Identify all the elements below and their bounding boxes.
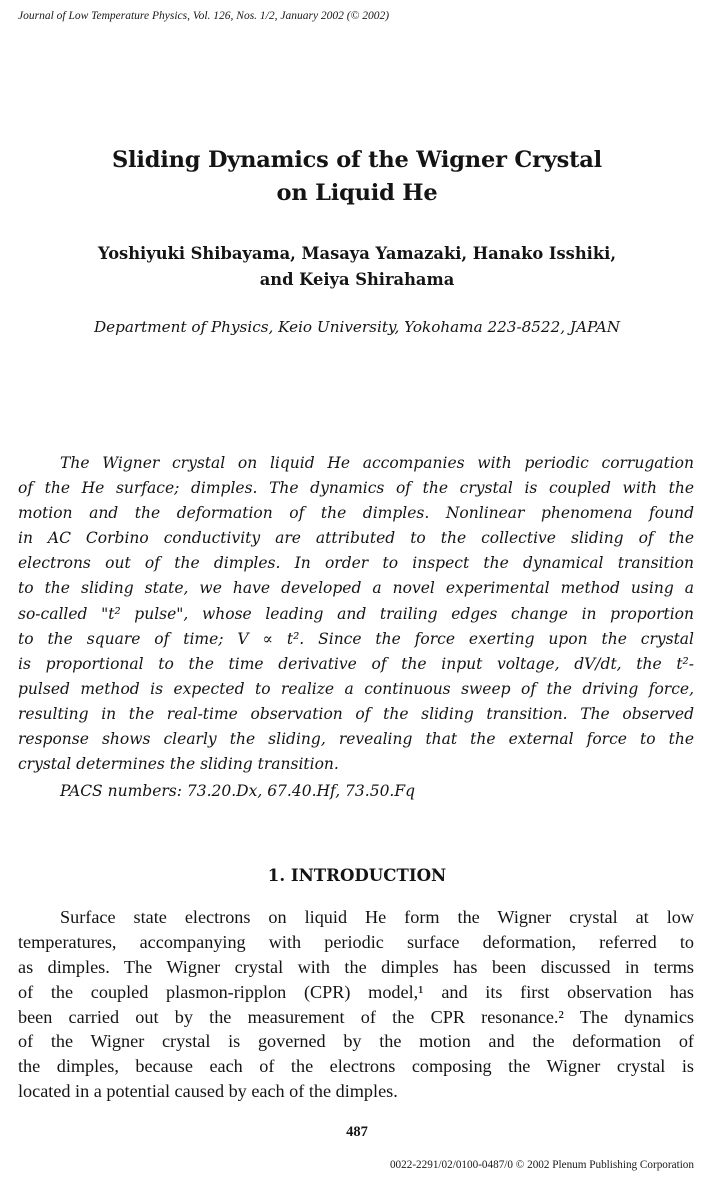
abstract-line: in AC Corbino conductivity are attributed to the collective sliding of the (18, 529, 694, 548)
abstract-line: The Wigner crystal on liquid He accompanies with periodic corrugation (60, 454, 694, 472)
pacs-numbers: PACS numbers: 73.20.Dx, 67.40.Hf, 73.50.Fq (60, 782, 416, 800)
page-number: 487 (346, 1124, 368, 1140)
abstract-line: of the He surface; dimples. The dynamics of the crystal is coupled with the (18, 479, 694, 498)
authors-line-2: and Keiya Shirahama (259, 270, 455, 289)
abstract-line: to the square of time; V ∝ t². Since the force exerting upon the crystal (18, 629, 694, 648)
paper-title (0, 144, 714, 210)
author-list (0, 241, 714, 293)
title-line-2: on Liquid He (276, 180, 438, 206)
authors-line-1: Yoshiyuki Shibayama, Masaya Yamazaki, Hanako Isshiki, (97, 244, 616, 263)
abstract-line: so-called "t² pulse", whose leading and trailing edges change in proportion (18, 604, 694, 623)
abstract-line: electrons out of the dimples. In order to inspect the dynamical transition (18, 554, 694, 573)
body-line: Surface state electrons on liquid He form the Wigner crystal at low (60, 907, 694, 927)
abstract-line: to the sliding state, we have developed a novel experimental method using a (18, 579, 694, 598)
affiliation: Department of Physics, Keio University, Yokohama 223-8522, JAPAN (93, 318, 621, 336)
body-line: as dimples. The Wigner crystal with the dimples has been discussed in terms (18, 956, 694, 977)
abstract-line: is proportional to the time derivative of the input voltage, dV/dt, the t²- (18, 654, 694, 673)
body-line: the dimples, because each of the electrons composing the Wigner crystal is (18, 1056, 694, 1077)
title-line-1: Sliding Dynamics of the Wigner Crystal (112, 147, 602, 173)
body-line: of the coupled plasmon-ripplon (CPR) model,¹ and its first observation has (18, 981, 694, 1002)
abstract (18, 451, 694, 777)
abstract-line: motion and the deformation of the dimples. Nonlinear phenomena found (18, 504, 694, 523)
abstract-line: response shows clearly the sliding, revealing that the external force to the (18, 730, 694, 749)
abstract-line: pulsed method is expected to realize a continuous sweep of the driving force, (18, 679, 694, 698)
body-line: located in a potential caused by each of the dimples. (18, 1081, 398, 1102)
body-line: temperatures, accompanying with periodic surface deformation, referred to (18, 931, 694, 952)
journal-header: Journal of Low Temperature Physics, Vol. 126, Nos. 1/2, January 2002 (© 2002) (18, 10, 390, 22)
body-line: of the Wigner crystal is governed by the motion and the deformation of (18, 1031, 694, 1052)
abstract-line: resulting in the real-time observation of the sliding transition. The observed (18, 704, 694, 723)
abstract-line: crystal determines the sliding transition. (18, 755, 339, 774)
introduction-paragraph (18, 905, 694, 1104)
copyright-line: 0022-2291/02/0100-0487/0 © 2002 Plenum Publishing Corporation (389, 1159, 694, 1171)
body-line: been carried out by the measurement of the CPR resonance.² The dynamics (18, 1006, 694, 1027)
section-heading: 1. INTRODUCTION (267, 865, 447, 885)
